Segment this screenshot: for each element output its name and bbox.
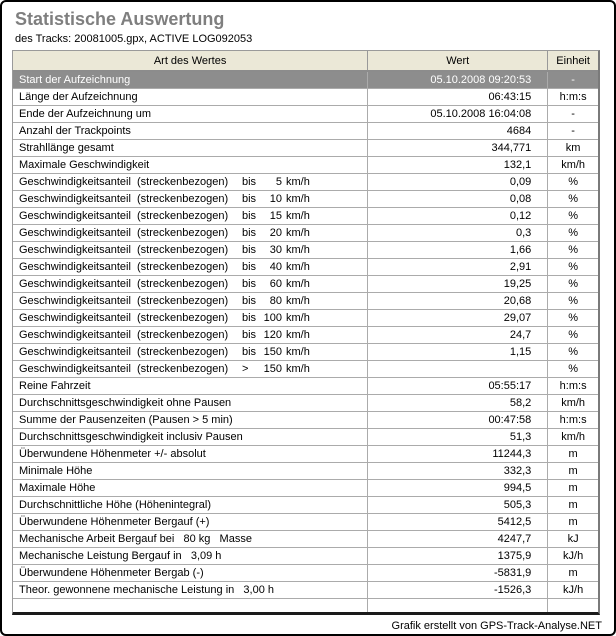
- row-label-text: Überwundene Höhenmeter +/- absolut: [19, 448, 206, 460]
- speed-threshold: 10: [269, 193, 282, 205]
- row-label: [13, 599, 367, 612]
- speed-range-operator: bis: [242, 312, 257, 324]
- row-label-text: Geschwindigkeitsanteil (streckenbezogen): [19, 244, 229, 256]
- row-label-text: Anzahl der Trackpoints: [19, 125, 131, 137]
- row-value: 05.10.2008 09:20:53: [367, 72, 547, 88]
- row-value: 344,771: [367, 140, 547, 156]
- table-row: [13, 293, 598, 310]
- row-label: [13, 106, 367, 122]
- speed-range-operator: bis: [242, 193, 257, 205]
- row-label: [13, 412, 367, 428]
- page-title: Statistische Auswertung: [15, 9, 225, 29]
- table-row: [13, 327, 598, 344]
- row-label: [13, 140, 367, 156]
- row-value: 1375,9: [367, 548, 547, 564]
- row-unit: %: [547, 327, 598, 343]
- speed-threshold: 150: [263, 346, 282, 358]
- row-label-text: Geschwindigkeitsanteil (streckenbezogen): [19, 312, 229, 324]
- row-label: [13, 208, 367, 224]
- row-value: 0,3: [367, 225, 547, 241]
- row-label: [13, 225, 367, 241]
- row-label: [13, 514, 367, 530]
- row-value: 0,08: [367, 191, 547, 207]
- table-row: [13, 565, 598, 582]
- row-label: [13, 293, 367, 309]
- speed-range-operator: bis: [242, 346, 257, 358]
- row-unit: kJ/h: [547, 582, 598, 598]
- row-unit: m: [547, 497, 598, 513]
- row-value: 19,25: [367, 276, 547, 292]
- row-unit: m: [547, 446, 598, 462]
- row-unit: -: [547, 123, 598, 139]
- row-label-text: Mechanische Leistung Bergauf in 3,09 h: [19, 550, 222, 562]
- table-row: [13, 72, 598, 89]
- row-label: [13, 123, 367, 139]
- table-row: [13, 276, 598, 293]
- track-subtitle: des Tracks: 20081005.gpx, ACTIVE LOG092053: [15, 33, 253, 45]
- row-unit: %: [547, 310, 598, 326]
- row-label: [13, 429, 367, 445]
- row-label-text: Überwundene Höhenmeter Bergauf (+): [19, 516, 210, 528]
- table-row: [13, 106, 598, 123]
- table-row: [13, 310, 598, 327]
- row-label-text: Theor. gewonnene mechanische Leistung in 3,00 h: [19, 584, 275, 596]
- row-label-text: Geschwindigkeitsanteil (streckenbezogen): [19, 329, 229, 341]
- row-label-text: Mechanische Arbeit Bergauf bei 80 kg Masse: [19, 533, 252, 545]
- row-unit: m: [547, 480, 598, 496]
- row-label: [13, 446, 367, 462]
- table-row: [13, 344, 598, 361]
- row-label-text: Geschwindigkeitsanteil (streckenbezogen): [19, 363, 229, 375]
- row-unit: h:m:s: [547, 378, 598, 394]
- speed-range-operator: bis: [242, 210, 257, 222]
- row-label: [13, 480, 367, 496]
- table-row: [13, 361, 598, 378]
- table-row: [13, 599, 598, 612]
- row-value: 1,66: [367, 242, 547, 258]
- row-value: 0,09: [367, 174, 547, 190]
- table-row: [13, 463, 598, 480]
- speed-range-operator: bis: [242, 295, 257, 307]
- speed-range-operator: bis: [242, 261, 257, 273]
- row-label: [13, 157, 367, 173]
- speed-threshold: 40: [269, 261, 282, 273]
- speed-threshold-unit: km/h: [286, 278, 310, 290]
- row-value: 05:55:17: [367, 378, 547, 394]
- speed-threshold: 80: [269, 295, 282, 307]
- row-label-text: Länge der Aufzeichnung: [19, 91, 138, 103]
- column-header-art-des-wertes: Art des Wertes: [153, 54, 227, 67]
- speed-range-operator: >: [242, 363, 249, 375]
- row-label-text: Geschwindigkeitsanteil (streckenbezogen): [19, 176, 229, 188]
- row-label: [13, 327, 367, 343]
- row-label: [13, 174, 367, 190]
- row-label-text: Maximale Geschwindigkeit: [19, 159, 150, 171]
- row-label-text: Geschwindigkeitsanteil (streckenbezogen): [19, 227, 229, 239]
- row-unit: %: [547, 225, 598, 241]
- speed-threshold: 30: [269, 244, 282, 256]
- table-row: [13, 548, 598, 565]
- row-value: 505,3: [367, 497, 547, 513]
- row-unit: km/h: [547, 157, 598, 173]
- row-unit: km/h: [547, 395, 598, 411]
- row-value: [367, 361, 547, 377]
- row-value: 2,91: [367, 259, 547, 275]
- table-row: [13, 208, 598, 225]
- speed-range-operator: bis: [242, 227, 257, 239]
- row-unit: %: [547, 191, 598, 207]
- row-value: 0,12: [367, 208, 547, 224]
- row-label-text: Start der Aufzeichnung: [19, 74, 131, 86]
- row-value: 58,2: [367, 395, 547, 411]
- column-header-einheit: Einheit: [547, 51, 598, 70]
- table-row: [13, 140, 598, 157]
- row-value: 11244,3: [367, 446, 547, 462]
- speed-threshold: 20: [269, 227, 282, 239]
- row-unit: km/h: [547, 429, 598, 445]
- row-unit: km: [547, 140, 598, 156]
- speed-range-operator: bis: [242, 244, 257, 256]
- row-unit: m: [547, 514, 598, 530]
- row-unit: -: [547, 72, 598, 88]
- speed-threshold-unit: km/h: [286, 193, 310, 205]
- row-value: 332,3: [367, 463, 547, 479]
- speed-threshold-unit: km/h: [286, 295, 310, 307]
- speed-threshold-unit: km/h: [286, 329, 310, 341]
- row-value: 00:47:58: [367, 412, 547, 428]
- speed-range-operator: bis: [242, 329, 257, 341]
- row-unit: h:m:s: [547, 412, 598, 428]
- row-unit: %: [547, 344, 598, 360]
- table-row: [13, 378, 598, 395]
- table-body: [13, 72, 598, 612]
- row-label-text: Minimale Höhe: [19, 465, 93, 477]
- table-row: [13, 242, 598, 259]
- row-label: [13, 565, 367, 581]
- speed-threshold: 150: [263, 363, 282, 375]
- row-label: [13, 276, 367, 292]
- row-label: [13, 310, 367, 326]
- table-row: [13, 225, 598, 242]
- column-header-wert: Wert: [367, 51, 547, 70]
- row-unit: kJ/h: [547, 548, 598, 564]
- row-value: 4684: [367, 123, 547, 139]
- row-label-text: Geschwindigkeitsanteil (streckenbezogen): [19, 278, 229, 290]
- speed-threshold-unit: km/h: [286, 244, 310, 256]
- row-unit: %: [547, 174, 598, 190]
- table-header-row: [13, 51, 598, 72]
- row-label: [13, 361, 367, 377]
- table-row: [13, 174, 598, 191]
- row-label-text: Geschwindigkeitsanteil (streckenbezogen): [19, 295, 229, 307]
- row-label: [13, 395, 367, 411]
- row-unit: %: [547, 208, 598, 224]
- row-label-text: Durchschnittliche Höhe (Höhenintegral): [19, 499, 211, 511]
- row-label-text: Geschwindigkeitsanteil (streckenbezogen): [19, 193, 229, 205]
- row-label: [13, 582, 367, 598]
- speed-threshold-unit: km/h: [286, 363, 310, 375]
- row-label: [13, 463, 367, 479]
- row-label: [13, 548, 367, 564]
- row-unit: m: [547, 463, 598, 479]
- row-value: 51,3: [367, 429, 547, 445]
- row-unit: %: [547, 259, 598, 275]
- table-row: [13, 429, 598, 446]
- speed-range-operator: bis: [242, 176, 257, 188]
- row-value: 5412,5: [367, 514, 547, 530]
- table-row: [13, 582, 598, 599]
- row-value: 05.10.2008 16:04:08: [367, 106, 547, 122]
- speed-threshold-unit: km/h: [286, 176, 310, 188]
- row-label-text: Überwundene Höhenmeter Bergab (-): [19, 567, 204, 579]
- row-unit: kJ: [547, 531, 598, 547]
- row-value: 24,7: [367, 327, 547, 343]
- table-row: [13, 395, 598, 412]
- speed-threshold-unit: km/h: [286, 312, 310, 324]
- footer-credit: Grafik erstellt von GPS-Track-Analyse.NET: [391, 620, 602, 632]
- row-unit: %: [547, 276, 598, 292]
- row-value: 06:43:15: [367, 89, 547, 105]
- row-value: -5831,9: [367, 565, 547, 581]
- table-row: [13, 157, 598, 174]
- row-value: 1,15: [367, 344, 547, 360]
- table-row: [13, 191, 598, 208]
- row-label-text: Geschwindigkeitsanteil (streckenbezogen): [19, 210, 229, 222]
- row-label-text: Durchschnittsgeschwindigkeit ohne Pausen: [19, 397, 232, 409]
- row-value: 4247,7: [367, 531, 547, 547]
- row-unit: %: [547, 361, 598, 377]
- row-label-text: Ende der Aufzeichnung um: [19, 108, 152, 120]
- statistics-table: [12, 50, 600, 615]
- table-row: [13, 259, 598, 276]
- row-label: [13, 72, 367, 88]
- speed-threshold-unit: km/h: [286, 346, 310, 358]
- speed-threshold: 15: [269, 210, 282, 222]
- row-unit: m: [547, 565, 598, 581]
- speed-threshold: 5: [275, 176, 282, 188]
- row-unit: -: [547, 106, 598, 122]
- table-row: [13, 446, 598, 463]
- row-label-text: Strahllänge gesamt: [19, 142, 114, 154]
- table-row: [13, 531, 598, 548]
- row-value: [367, 599, 547, 612]
- row-unit: [547, 599, 598, 612]
- table-row: [13, 412, 598, 429]
- row-value: 132,1: [367, 157, 547, 173]
- row-label-text: Geschwindigkeitsanteil (streckenbezogen): [19, 346, 229, 358]
- speed-threshold: 60: [269, 278, 282, 290]
- row-unit: h:m:s: [547, 89, 598, 105]
- row-value: 29,07: [367, 310, 547, 326]
- table-row: [13, 480, 598, 497]
- row-label-text: Durchschnittsgeschwindigkeit inclusiv Pausen: [19, 431, 243, 443]
- row-value: 20,68: [367, 293, 547, 309]
- table-row: [13, 89, 598, 106]
- speed-threshold-unit: km/h: [286, 210, 310, 222]
- row-value: -1526,3: [367, 582, 547, 598]
- row-label: [13, 191, 367, 207]
- speed-threshold: 120: [263, 329, 282, 341]
- row-label: [13, 531, 367, 547]
- row-label: [13, 344, 367, 360]
- table-row: [13, 514, 598, 531]
- row-label-text: Maximale Höhe: [19, 482, 96, 494]
- row-label-text: Summe der Pausenzeiten (Pausen > 5 min): [19, 414, 233, 426]
- row-label: [13, 89, 367, 105]
- table-row: [13, 497, 598, 514]
- row-label: [13, 242, 367, 258]
- row-label-text: Reine Fahrzeit: [19, 380, 91, 392]
- speed-threshold-unit: km/h: [286, 261, 310, 273]
- speed-range-operator: bis: [242, 278, 257, 290]
- row-value: 994,5: [367, 480, 547, 496]
- row-label: [13, 259, 367, 275]
- row-label: [13, 497, 367, 513]
- table-row: [13, 123, 598, 140]
- row-label: [13, 378, 367, 394]
- speed-threshold-unit: km/h: [286, 227, 310, 239]
- row-label-text: Geschwindigkeitsanteil (streckenbezogen): [19, 261, 229, 273]
- speed-threshold: 100: [263, 312, 282, 324]
- row-unit: %: [547, 293, 598, 309]
- row-unit: %: [547, 242, 598, 258]
